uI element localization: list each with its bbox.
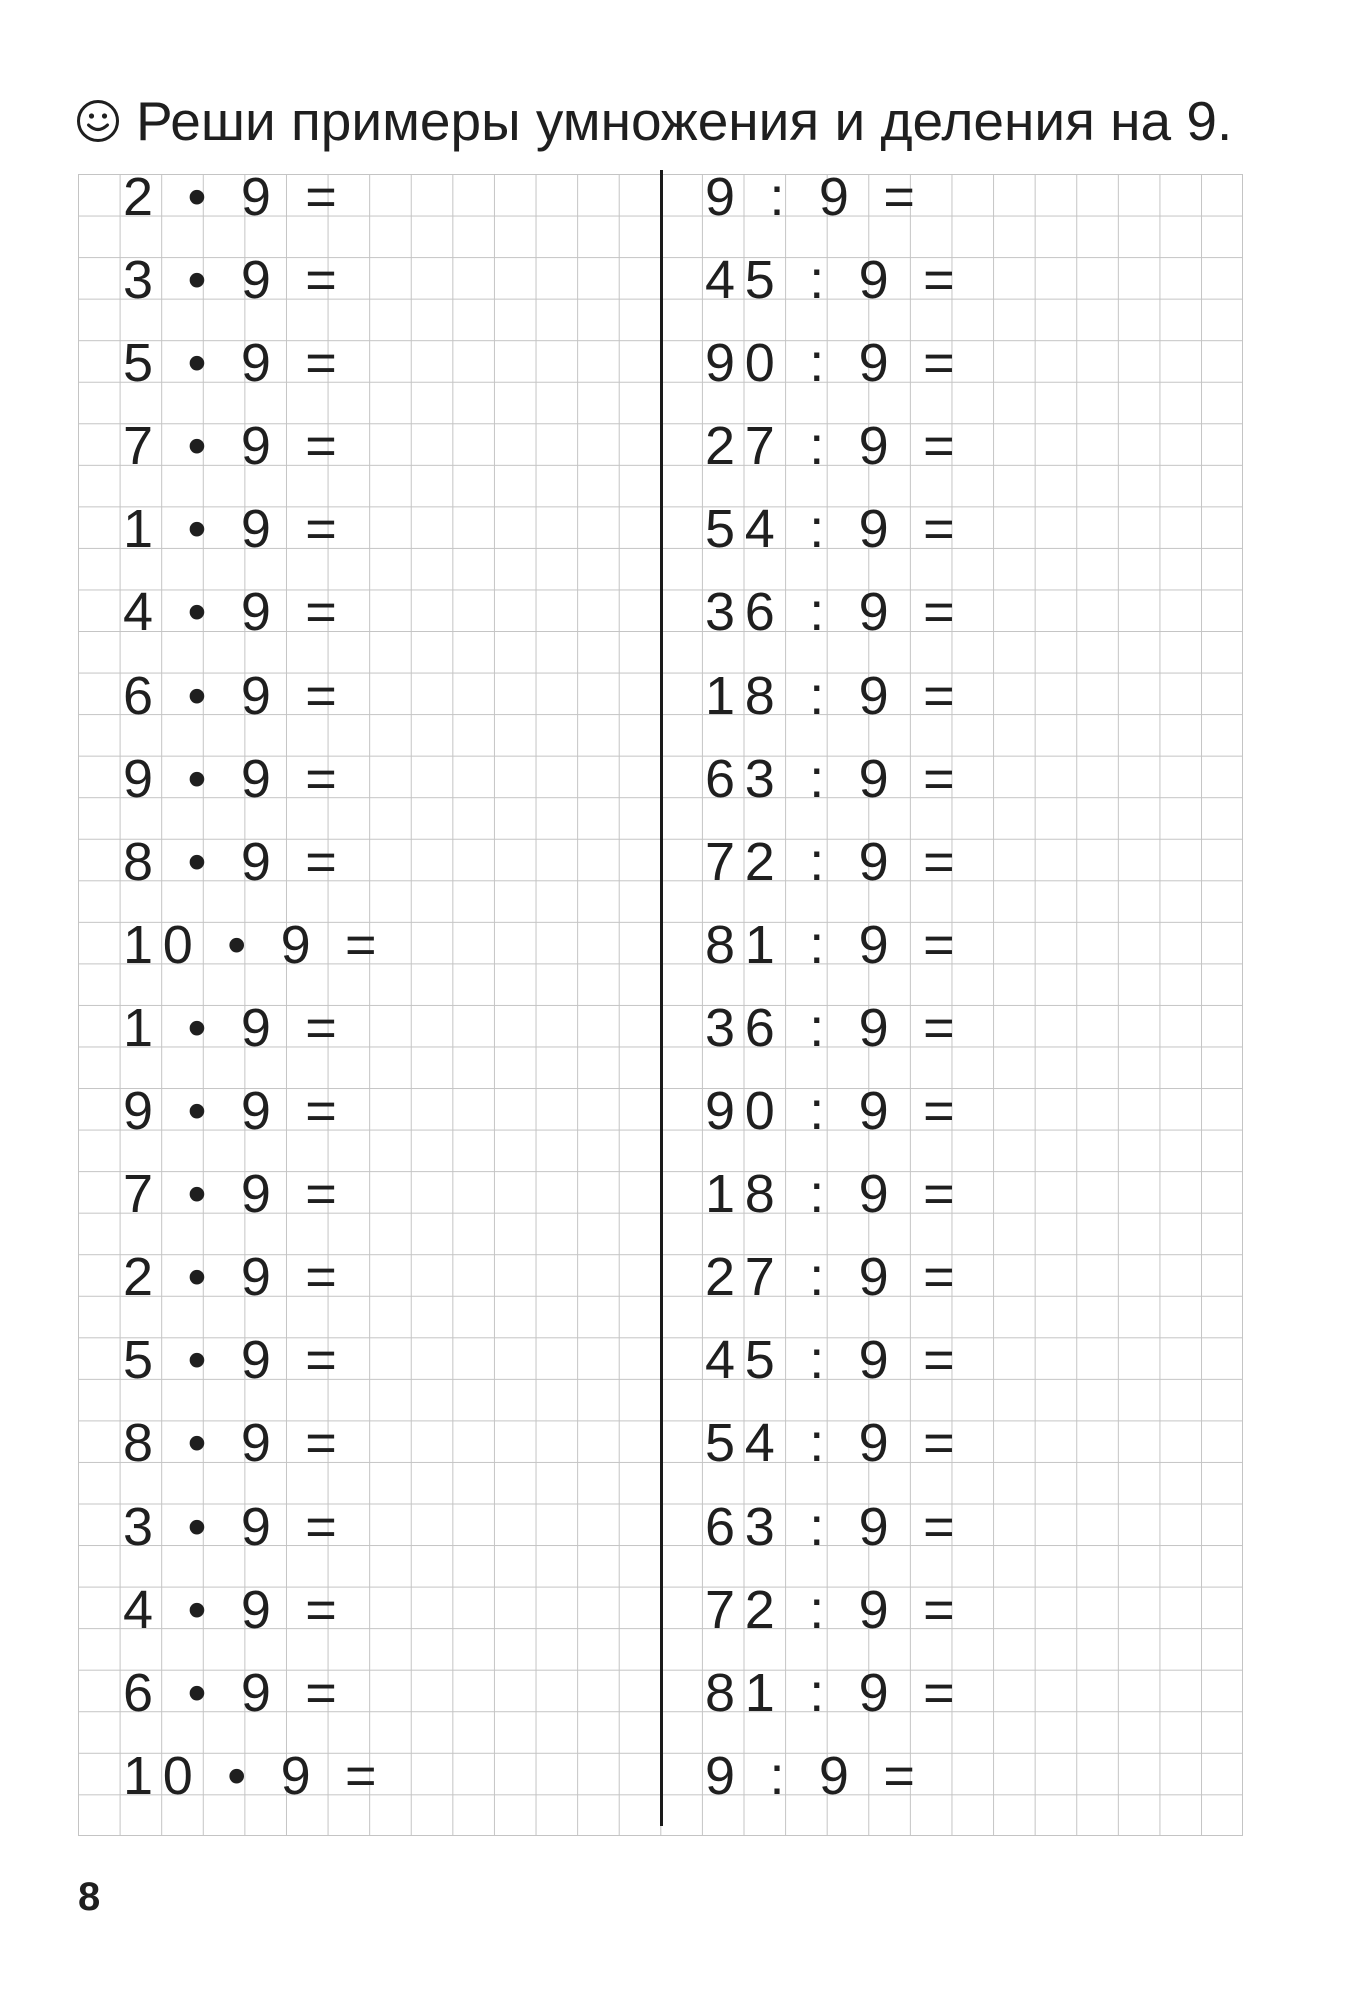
multiplication-example[interactable]: 5 • 9 = [123, 333, 347, 394]
multiplication-example[interactable]: 7 • 9 = [123, 1164, 347, 1225]
division-example[interactable]: 72 : 9 = [705, 831, 965, 892]
division-example[interactable]: 54 : 9 = [705, 499, 965, 560]
multiplication-example[interactable]: 1 • 9 = [123, 997, 347, 1058]
multiplication-example[interactable]: 9 • 9 = [123, 748, 347, 809]
multiplication-example[interactable]: 3 • 9 = [123, 1496, 347, 1557]
division-example[interactable]: 63 : 9 = [705, 1496, 965, 1557]
multiplication-example[interactable]: 8 • 9 = [123, 831, 347, 892]
multiplication-example[interactable]: 4 • 9 = [123, 1579, 347, 1640]
division-example[interactable]: 90 : 9 = [705, 333, 965, 394]
division-example[interactable]: 45 : 9 = [705, 1330, 965, 1391]
multiplication-example[interactable]: 2 • 9 = [123, 1247, 347, 1308]
multiplication-example[interactable]: 6 • 9 = [123, 1662, 347, 1723]
multiplication-example[interactable]: 5 • 9 = [123, 1330, 347, 1391]
division-example[interactable]: 36 : 9 = [705, 582, 965, 643]
division-example[interactable]: 36 : 9 = [705, 997, 965, 1058]
division-example[interactable]: 27 : 9 = [705, 416, 965, 477]
multiplication-example[interactable]: 7 • 9 = [123, 416, 347, 477]
task-title [76, 88, 1232, 154]
smiley-icon [76, 99, 120, 143]
multiplication-example[interactable]: 8 • 9 = [123, 1413, 347, 1474]
multiplication-example[interactable]: 3 • 9 = [123, 250, 347, 311]
division-example[interactable]: 45 : 9 = [705, 250, 965, 311]
multiplication-example[interactable]: 10 • 9 = [123, 1745, 387, 1806]
division-example[interactable]: 18 : 9 = [705, 665, 965, 726]
multiplication-column [123, 164, 386, 1826]
division-example[interactable]: 81 : 9 = [705, 1662, 965, 1723]
multiplication-example[interactable]: 1 • 9 = [123, 499, 347, 560]
division-column [705, 164, 964, 1826]
multiplication-example[interactable]: 4 • 9 = [123, 582, 347, 643]
division-example[interactable]: 18 : 9 = [705, 1164, 965, 1225]
division-example[interactable]: 63 : 9 = [705, 748, 965, 809]
division-example[interactable]: 54 : 9 = [705, 1413, 965, 1474]
division-example[interactable]: 90 : 9 = [705, 1081, 965, 1142]
division-example[interactable]: 9 : 9 = [705, 1745, 925, 1806]
page-number: 8 [78, 1875, 101, 1919]
division-example[interactable]: 81 : 9 = [705, 914, 965, 975]
column-divider [660, 170, 663, 1826]
division-example[interactable]: 27 : 9 = [705, 1247, 965, 1308]
division-example[interactable]: 9 : 9 = [705, 167, 925, 227]
division-example[interactable]: 72 : 9 = [705, 1579, 965, 1640]
multiplication-example[interactable]: 6 • 9 = [123, 665, 347, 726]
multiplication-example[interactable]: 2 • 9 = [123, 167, 347, 227]
multiplication-example[interactable]: 9 • 9 = [123, 1081, 347, 1142]
multiplication-example[interactable]: 10 • 9 = [123, 914, 387, 975]
task-title-text: Реши примеры умножения и деления на 9. [136, 90, 1233, 152]
